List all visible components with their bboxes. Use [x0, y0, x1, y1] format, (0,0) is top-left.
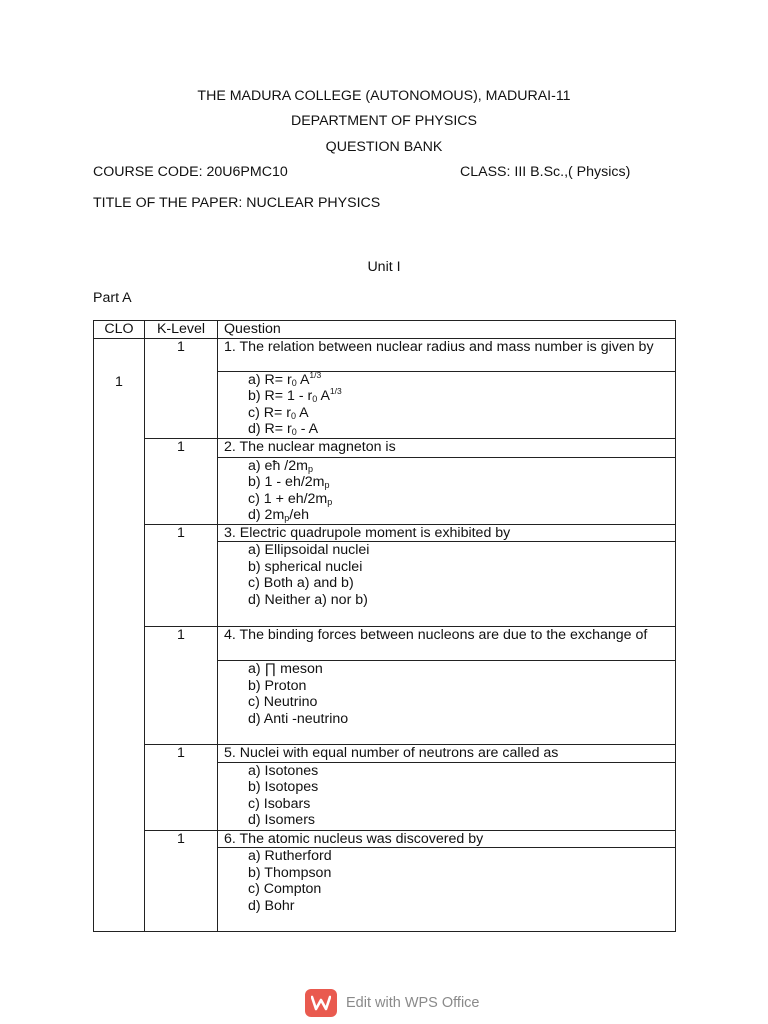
option-item: [224, 796, 671, 813]
question-row: [94, 438, 676, 457]
question-text: 2. The nuclear magneton is: [218, 438, 676, 457]
question-text: 3. Electric quadrupole moment is exhibited by: [218, 524, 676, 542]
option-text-pre: a) Ellipsoidal nuclei: [248, 542, 370, 558]
option-text-sub: 0: [291, 427, 297, 437]
option-item: [224, 812, 671, 829]
option-item: [224, 694, 671, 711]
options-cell: [218, 371, 676, 438]
option-item: [224, 881, 671, 898]
option-text-pre: d) R= r: [248, 421, 292, 437]
option-item: [224, 763, 671, 780]
option-item: [224, 491, 671, 508]
options-cell: [218, 542, 676, 627]
klevel-header: K-Level: [145, 321, 218, 339]
option-text-pre: a) eħ /2m: [248, 457, 308, 474]
option-text-pre: c) 1 + eh/2m: [248, 490, 328, 507]
option-text-pre: b) Isotopes: [248, 779, 319, 795]
option-text-pre: c) Neutrino: [248, 694, 318, 710]
option-text-sub: p: [284, 513, 290, 523]
college-name: THE MADURA COLLEGE (AUTONOMOUS), MADURAI-11: [197, 88, 571, 104]
option-text-sub: 0: [290, 410, 296, 421]
option-text-pre: d) Neither a) nor b): [248, 591, 368, 608]
option-text-sub: p: [327, 496, 333, 507]
question-text: 4. The binding forces between nucleons are due to the exchange of: [218, 627, 676, 661]
option-item: [224, 592, 671, 609]
option-item: [224, 865, 671, 882]
option-item: [224, 458, 671, 475]
option-item: [224, 559, 671, 576]
option-text-pre: c) Compton: [248, 881, 322, 897]
option-text-pre: a) Isotones: [248, 762, 319, 779]
option-text-pre: c) R= r: [248, 404, 291, 421]
option-item: [224, 711, 671, 728]
question-table: [93, 320, 676, 932]
question-text: 6. The atomic nucleus was discovered by: [218, 830, 676, 848]
option-text-sup: 1/3: [309, 369, 322, 380]
option-text-sup: 1/3: [329, 386, 342, 396]
option-item: [224, 405, 671, 422]
option-text-pre: a) R= r: [248, 371, 292, 388]
course-code: COURSE CODE: 20U6PMC10: [93, 164, 288, 180]
paper-title: TITLE OF THE PAPER: NUCLEAR PHYSICS: [93, 195, 381, 211]
option-text-pre: c) Isobars: [248, 795, 311, 812]
option-text-pre: d) Bohr: [248, 897, 295, 914]
option-item: [224, 898, 671, 915]
option-text-pre: d) Anti -neutrino: [248, 710, 349, 727]
option-item: [224, 369, 671, 389]
question-header: Question: [218, 321, 676, 339]
question-text: 5. Nuclei with equal number of neutrons are called as: [218, 745, 676, 763]
option-item: [224, 848, 671, 865]
option-text-sub: 0: [291, 377, 297, 388]
document-type: QUESTION BANK: [325, 139, 443, 155]
option-text-mid: /eh: [289, 507, 310, 523]
part-heading: Part A: [93, 290, 132, 306]
department-name: DEPARTMENT OF PHYSICS: [290, 113, 478, 129]
options-cell: [218, 661, 676, 745]
option-text-pre: b) Thompson: [248, 864, 332, 881]
question-row: [94, 830, 676, 848]
option-item: [224, 575, 671, 592]
option-text-pre: d) Isomers: [248, 812, 316, 828]
option-text-mid: A: [296, 371, 310, 388]
question-row: [94, 627, 676, 661]
question-row: [94, 524, 676, 542]
options-cell: [218, 848, 676, 932]
klevel-cell: 1: [145, 627, 218, 745]
option-text-sub: 0: [312, 394, 318, 404]
option-item: [224, 421, 671, 438]
wps-edit-banner[interactable]: [305, 989, 480, 1017]
option-text-pre: b) 1 - eh/2m: [248, 474, 325, 490]
option-text-pre: b) spherical nuclei: [248, 558, 363, 575]
wps-w-icon: [305, 989, 337, 1017]
option-text-mid: - A: [296, 421, 319, 437]
table-header-row: [94, 321, 676, 339]
question-row: [94, 745, 676, 763]
option-text-pre: b) Proton: [248, 677, 307, 694]
option-text-pre: a) Rutherford: [248, 848, 332, 864]
option-item: [224, 779, 671, 796]
option-text-pre: d) 2m: [248, 507, 285, 523]
question-text: 1. The relation between nuclear radius and mass number is given by: [218, 338, 676, 371]
option-item: [224, 474, 671, 491]
clo-value: 1: [94, 338, 145, 932]
option-item: [224, 507, 671, 524]
klevel-cell: 1: [145, 524, 218, 627]
option-item: [224, 388, 671, 405]
option-item: [224, 661, 671, 678]
options-cell: [218, 457, 676, 524]
clo-header: CLO: [94, 321, 145, 339]
option-text-mid: A: [295, 404, 309, 421]
option-item: [224, 542, 671, 559]
option-text-pre: c) Both a) and b): [248, 575, 354, 591]
option-text-pre: b) R= 1 - r: [248, 388, 313, 404]
class-label: CLASS: III B.Sc.,( Physics): [460, 164, 631, 180]
klevel-cell: 1: [145, 438, 218, 524]
option-item: [224, 678, 671, 695]
option-text-pre: a) ∏ meson: [248, 661, 323, 677]
options-cell: [218, 762, 676, 830]
option-text-mid: A: [317, 388, 330, 404]
unit-heading: Unit I: [367, 259, 401, 275]
option-text-sub: p: [324, 480, 330, 490]
klevel-cell: 1: [145, 830, 218, 932]
wps-edit-label: Edit with WPS Office: [346, 995, 480, 1011]
klevel-cell: 1: [145, 338, 218, 438]
klevel-cell: 1: [145, 745, 218, 831]
question-row: [94, 338, 676, 371]
option-text-sub: p: [307, 463, 313, 474]
